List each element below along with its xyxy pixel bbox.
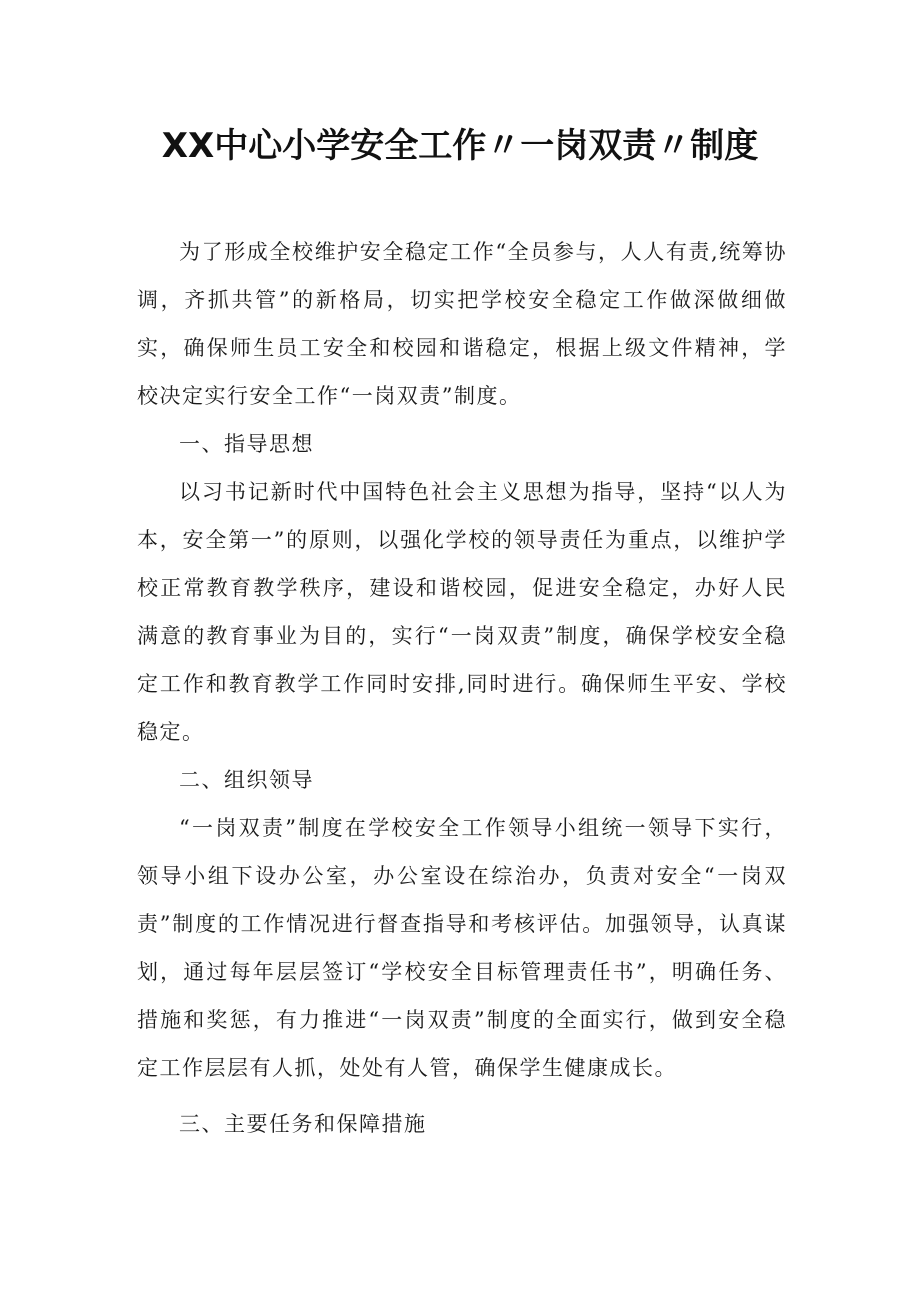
guiding-thought-paragraph: 以习书记新时代中国特色社会主义思想为指导，坚持“以人为本，安全第一”的原则，以强化学校的领导责任为重点，以维护学校正常教育教学秩序，建设和谐校园，促进安全稳定，办好人民满意的教育事业为目的，实行“一岗双责”制度，确保学校安全稳定工作和教育教学工作同时安排,同时进行。确保师生平安、学校稳定。 [137,480,787,744]
document-body [137,228,787,1148]
section-heading-tasks-measures: 三、主要任务和保障措施 [179,1112,427,1136]
section-heading-organization: 二、组织领导 [179,768,314,792]
intro-paragraph: 为了形成全校维护安全稳定工作“全员参与，人人有责,统筹协调，齐抓共管”的新格局，切实把学校安全稳定工作做深做细做实，确保师生员工安全和校园和谐稳定，根据上级文件精神，学校决定实行安全工作“一岗双责”制度。 [137,240,787,408]
organization-paragraph: “一岗双责”制度在学校安全工作领导小组统一领导下实行，领导小组下设办公室，办公室设在综治办，负责对安全“一岗双责”制度的工作情况进行督查指导和考核评估。加强领导，认真谋划，通过每年层层签订“学校安全目标管理责任书”，明确任务、措施和奖惩，有力推进“一岗双责”制度的全面实行，做到安全稳定工作层层有人抓，处处有人管，确保学生健康成长。 [137,816,787,1080]
document-title: XX中心小学安全工作〃一岗双责〃制度 [161,126,759,166]
section-heading-guiding-thought: 一、指导思想 [179,432,314,456]
